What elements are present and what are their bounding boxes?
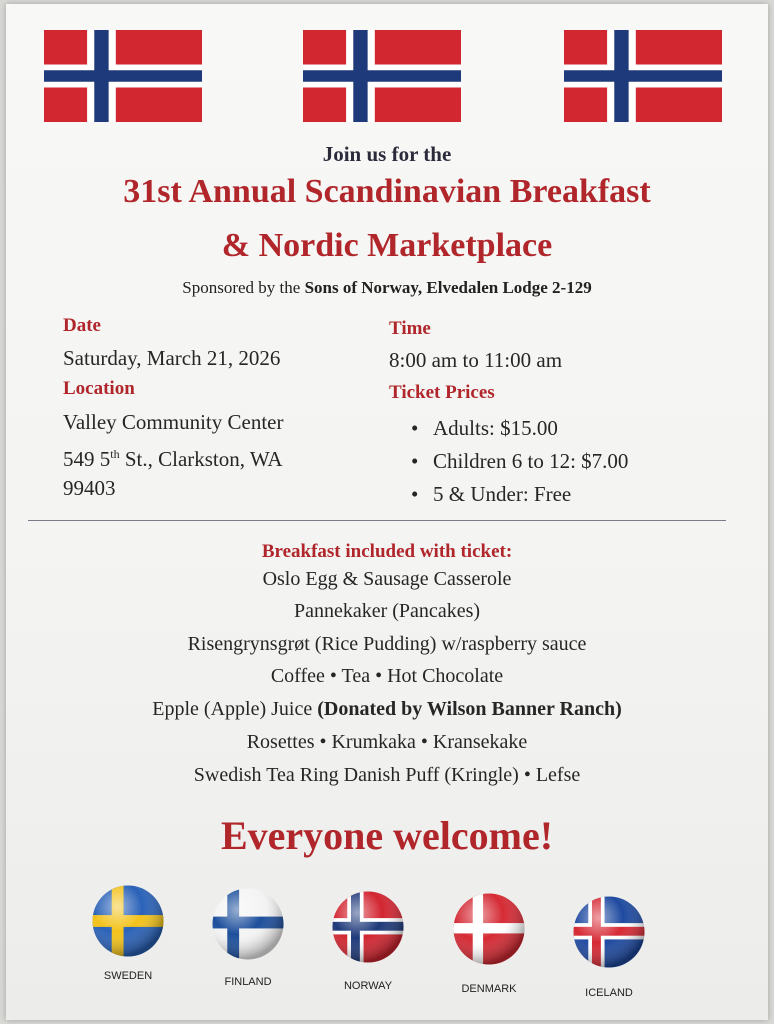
- country-label-norway: NORWAY: [343, 980, 393, 992]
- juice-donor: (Donated by Wilson Banner Ranch): [317, 698, 622, 720]
- location-name: Valley Community Center: [63, 410, 284, 434]
- country-label-finland: FINLAND: [224, 976, 272, 988]
- street-suffix: th: [110, 447, 120, 461]
- menu-item-juice: [6, 698, 768, 721]
- flyer-page: [6, 4, 768, 1020]
- finland-ball-icon: [211, 887, 285, 961]
- country-label-iceland: ICELAND: [585, 987, 633, 999]
- join-text: Join us for the: [322, 142, 452, 166]
- denmark-ball-icon: [452, 892, 526, 966]
- list-item: • Adults: $15.00: [411, 412, 628, 445]
- menu-item: Rosettes • Krumkaka • Kransekake: [246, 731, 528, 753]
- date-label: Date: [63, 315, 101, 336]
- sponsor-line: [6, 278, 768, 298]
- sponsor-name: Sons of Norway, Elvedalen Lodge 2-129: [304, 278, 592, 297]
- norway-ball-icon: [331, 890, 405, 964]
- sponsor-prefix: Sponsored by the: [182, 278, 301, 297]
- ticket-prices-label: Ticket Prices: [389, 382, 495, 403]
- menu-item: Risengrynsgrøt (Rice Pudding) w/raspberry sauce: [187, 633, 587, 655]
- menu-item: Coffee • Tea • Hot Chocolate: [270, 665, 504, 687]
- time-value: 8:00 am to 11:00 am: [389, 348, 563, 372]
- event-title-line2: & Nordic Marketplace: [221, 227, 553, 264]
- norway-flag-icon: [303, 30, 461, 122]
- sweden-ball-icon: [91, 884, 165, 958]
- country-label-sweden: SWEDEN: [103, 970, 153, 982]
- country-label-denmark: DENMARK: [461, 983, 517, 995]
- list-item: • 5 & Under: Free: [411, 478, 628, 511]
- section-divider: [28, 520, 726, 521]
- list-item: • Children 6 to 12: $7.00: [411, 445, 628, 478]
- menu-item: Swedish Tea Ring Danish Puff (Kringle) • Lefse: [193, 764, 581, 786]
- breakfast-heading: Breakfast included with ticket:: [261, 541, 513, 562]
- everyone-welcome-heading: Everyone welcome!: [220, 813, 554, 858]
- norway-flag-icon: [44, 30, 202, 122]
- norway-flag-icon: [564, 30, 722, 122]
- juice-text: Epple (Apple) Juice: [152, 698, 318, 720]
- street-rest: St., Clarkston, WA: [119, 447, 283, 471]
- location-street: [63, 439, 283, 475]
- iceland-ball-icon: [572, 895, 646, 969]
- menu-item: Pannekaker (Pancakes): [293, 600, 481, 622]
- location-zip: 99403: [63, 476, 116, 500]
- date-value: Saturday, March 21, 2026: [63, 346, 281, 370]
- location-label: Location: [63, 378, 135, 399]
- time-label: Time: [389, 318, 431, 339]
- event-title-line1: 31st Annual Scandinavian Breakfast: [123, 173, 651, 210]
- menu-item: Oslo Egg & Sausage Casserole: [262, 568, 512, 590]
- street-number: 549 5: [63, 447, 111, 471]
- ticket-price-list: [411, 412, 628, 511]
